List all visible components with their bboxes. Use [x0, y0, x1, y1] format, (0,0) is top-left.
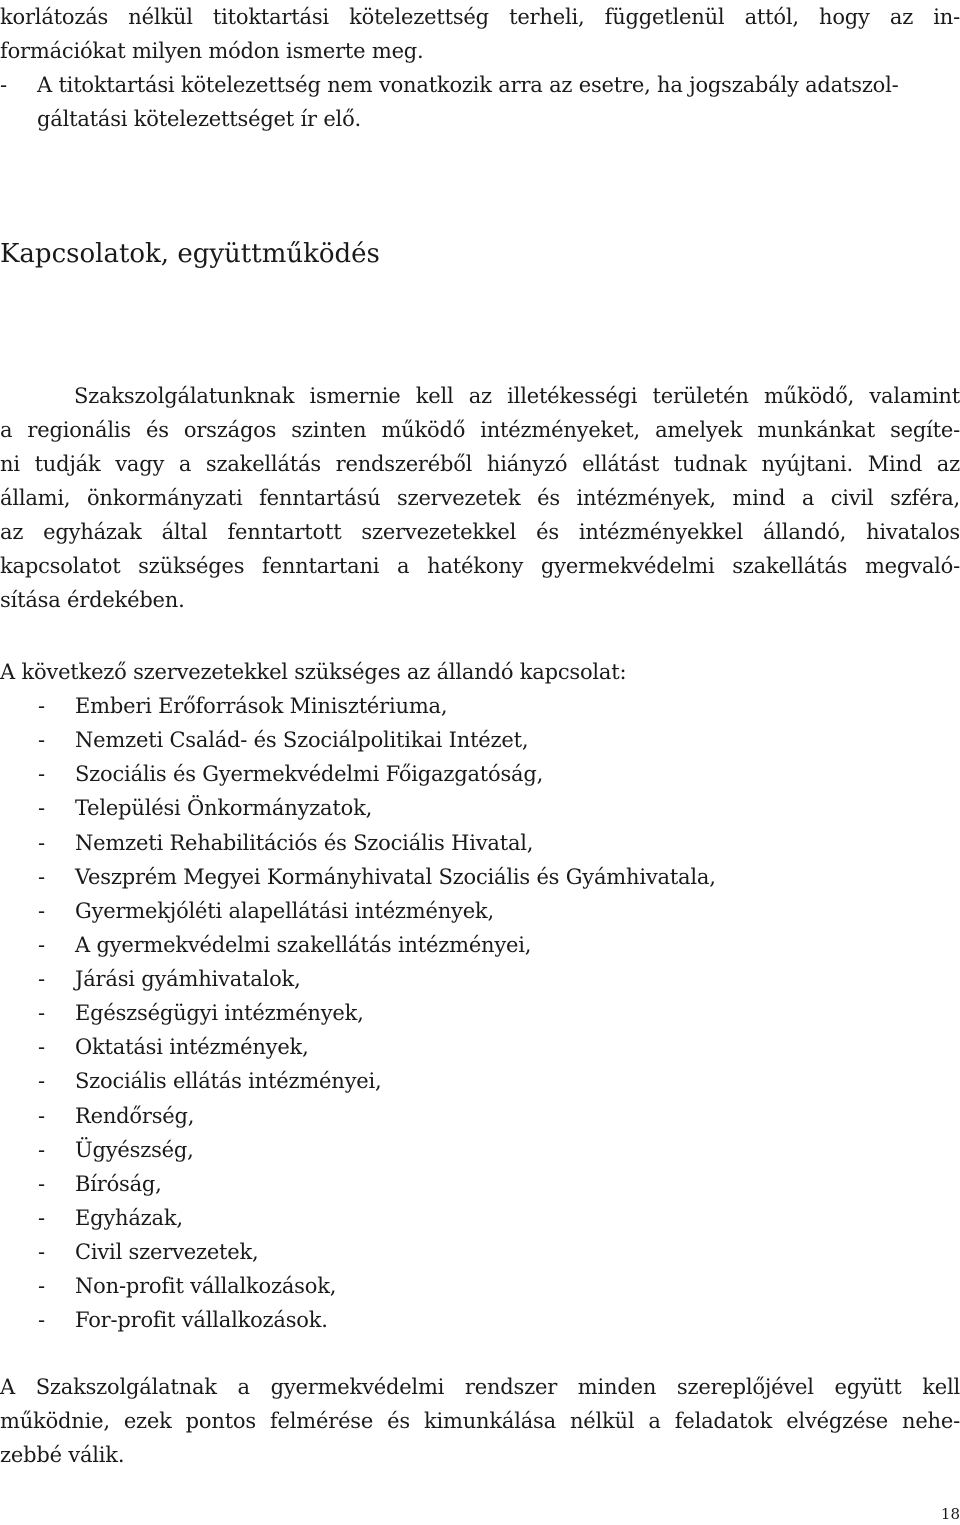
list-dash: - — [38, 1205, 45, 1230]
page-number: 18 — [940, 1505, 960, 1523]
list-item — [0, 791, 900, 825]
list-item — [0, 1235, 900, 1269]
paragraph-relationships — [0, 379, 960, 617]
list-item-text: Egyházak, — [75, 1205, 183, 1230]
paragraph-line: az egyházak által fenntartott szervezetekkel és intézményekkel állandó, hivatalos — [0, 520, 960, 544]
paragraph-line: Szakszolgálatunknak ismernie kell az illetékességi területén működő, valamint — [74, 384, 960, 408]
list-item — [0, 894, 900, 928]
list-item-text: Szociális és Gyermekvédelmi Főigazgatóság, — [75, 762, 544, 787]
list-item — [0, 928, 900, 962]
organization-list — [0, 689, 900, 1337]
list-dash: - — [38, 1308, 45, 1333]
list-item — [0, 996, 900, 1030]
list-item — [0, 962, 900, 996]
list-dash: - — [38, 796, 45, 821]
paragraph-line: sítása érdekében. — [0, 588, 185, 612]
list-dash: - — [38, 830, 45, 855]
list-item-text: Non-profit vállalkozások, — [75, 1274, 337, 1299]
list-intro: A következő szervezetekkel szükséges az állandó kapcsolat: — [0, 660, 627, 684]
intro-dash-item — [0, 68, 960, 102]
intro-line: korlátozás nélkül titoktartási kötelezettség terheli, függetlenül attól, hogy az in- — [0, 5, 960, 29]
list-item — [0, 1099, 900, 1133]
list-item-text: A gyermekvédelmi szakellátás intézményei, — [75, 932, 532, 957]
list-dash: - — [38, 728, 45, 753]
paragraph-line: működnie, ezek pontos felmérése és kimunkálása nélkül a feladatok elvégzése nehe- — [0, 1409, 960, 1433]
intro-line: formációkat milyen módon ismerte meg. — [0, 39, 424, 63]
intro-line: gáltatási kötelezettséget ír elő. — [37, 107, 361, 131]
list-item-text: Nemzeti Rehabilitációs és Szociális Hivatal, — [75, 830, 534, 855]
list-item-text: Egészségügyi intézmények, — [75, 1001, 364, 1026]
list-item-text: Civil szervezetek, — [75, 1240, 259, 1264]
list-item — [0, 1269, 900, 1303]
list-dash: - — [38, 1240, 45, 1264]
list-item-text: Gyermekjóléti alapellátási intézmények, — [75, 898, 494, 923]
list-dash: - — [38, 967, 45, 991]
list-dash: - — [38, 1001, 45, 1026]
list-dash: - — [38, 864, 45, 889]
list-item — [0, 826, 900, 860]
list-item-text: Járási gyámhivatalok, — [75, 967, 301, 991]
list-item — [0, 689, 900, 723]
list-item — [0, 723, 900, 757]
list-item-text: Bíróság, — [75, 1171, 162, 1196]
list-item-text: Ügyészség, — [75, 1137, 194, 1162]
list-item-text: Nemzeti Család- és Szociálpolitikai Intézet, — [75, 728, 529, 753]
list-item — [0, 757, 900, 791]
list-item — [0, 1133, 900, 1167]
list-dash: - — [38, 694, 45, 718]
list-item — [0, 1030, 900, 1064]
paragraph-line: A Szakszolgálatnak a gyermekvédelmi rendszer minden szereplőjével együtt kell — [0, 1375, 960, 1399]
list-dash: - — [38, 1069, 45, 1094]
list-dash: - — [38, 1035, 45, 1060]
paragraph-line: zebbé válik. — [0, 1443, 125, 1467]
list-dash: - — [38, 1274, 45, 1299]
list-item-text: Emberi Erőforrások Minisztériuma, — [75, 694, 448, 718]
list-dash: - — [38, 898, 45, 923]
paragraph-line: ni tudják vagy a szakellátás rendszeréből hiányzó ellátást tudnak nyújtani. Mind az — [0, 452, 960, 476]
list-dash: - — [38, 1103, 45, 1128]
list-item-text: For-profit vállalkozások. — [75, 1308, 328, 1333]
list-dash: - — [38, 1171, 45, 1196]
list-item — [0, 1064, 900, 1098]
list-item — [0, 1303, 900, 1337]
section-heading: Kapcsolatok, együttműködés — [0, 239, 380, 269]
intro-line: A titoktartási kötelezettség nem vonatkozik arra az esetre, ha jogszabály adatszol- — [37, 73, 899, 97]
list-dash: - — [0, 73, 7, 97]
list-item-text: Települési Önkormányzatok, — [75, 796, 373, 821]
paragraph-line: kapcsolatot szükséges fenntartani a hatékony gyermekvédelmi szakellátás megvaló- — [0, 554, 960, 578]
list-item — [0, 860, 900, 894]
closing-paragraph — [0, 1370, 960, 1472]
list-item — [0, 1201, 900, 1235]
paragraph-line: a regionális és országos szinten működő intézményeket, amelyek munkánkat segíte- — [0, 418, 960, 442]
list-dash: - — [38, 762, 45, 787]
intro-text — [0, 0, 960, 136]
list-item-text: Szociális ellátás intézményei, — [75, 1069, 382, 1094]
list-dash: - — [38, 1137, 45, 1162]
list-item-text: Rendőrség, — [75, 1103, 195, 1128]
list-item-text: Oktatási intézmények, — [75, 1035, 309, 1060]
paragraph-line: állami, önkormányzati fenntartású szervezetek és intézmények, mind a civil szféra, — [0, 486, 960, 510]
list-dash: - — [38, 932, 45, 957]
list-item — [0, 1167, 900, 1201]
list-item-text: Veszprém Megyei Kormányhivatal Szociális és Gyámhivatala, — [75, 864, 716, 889]
